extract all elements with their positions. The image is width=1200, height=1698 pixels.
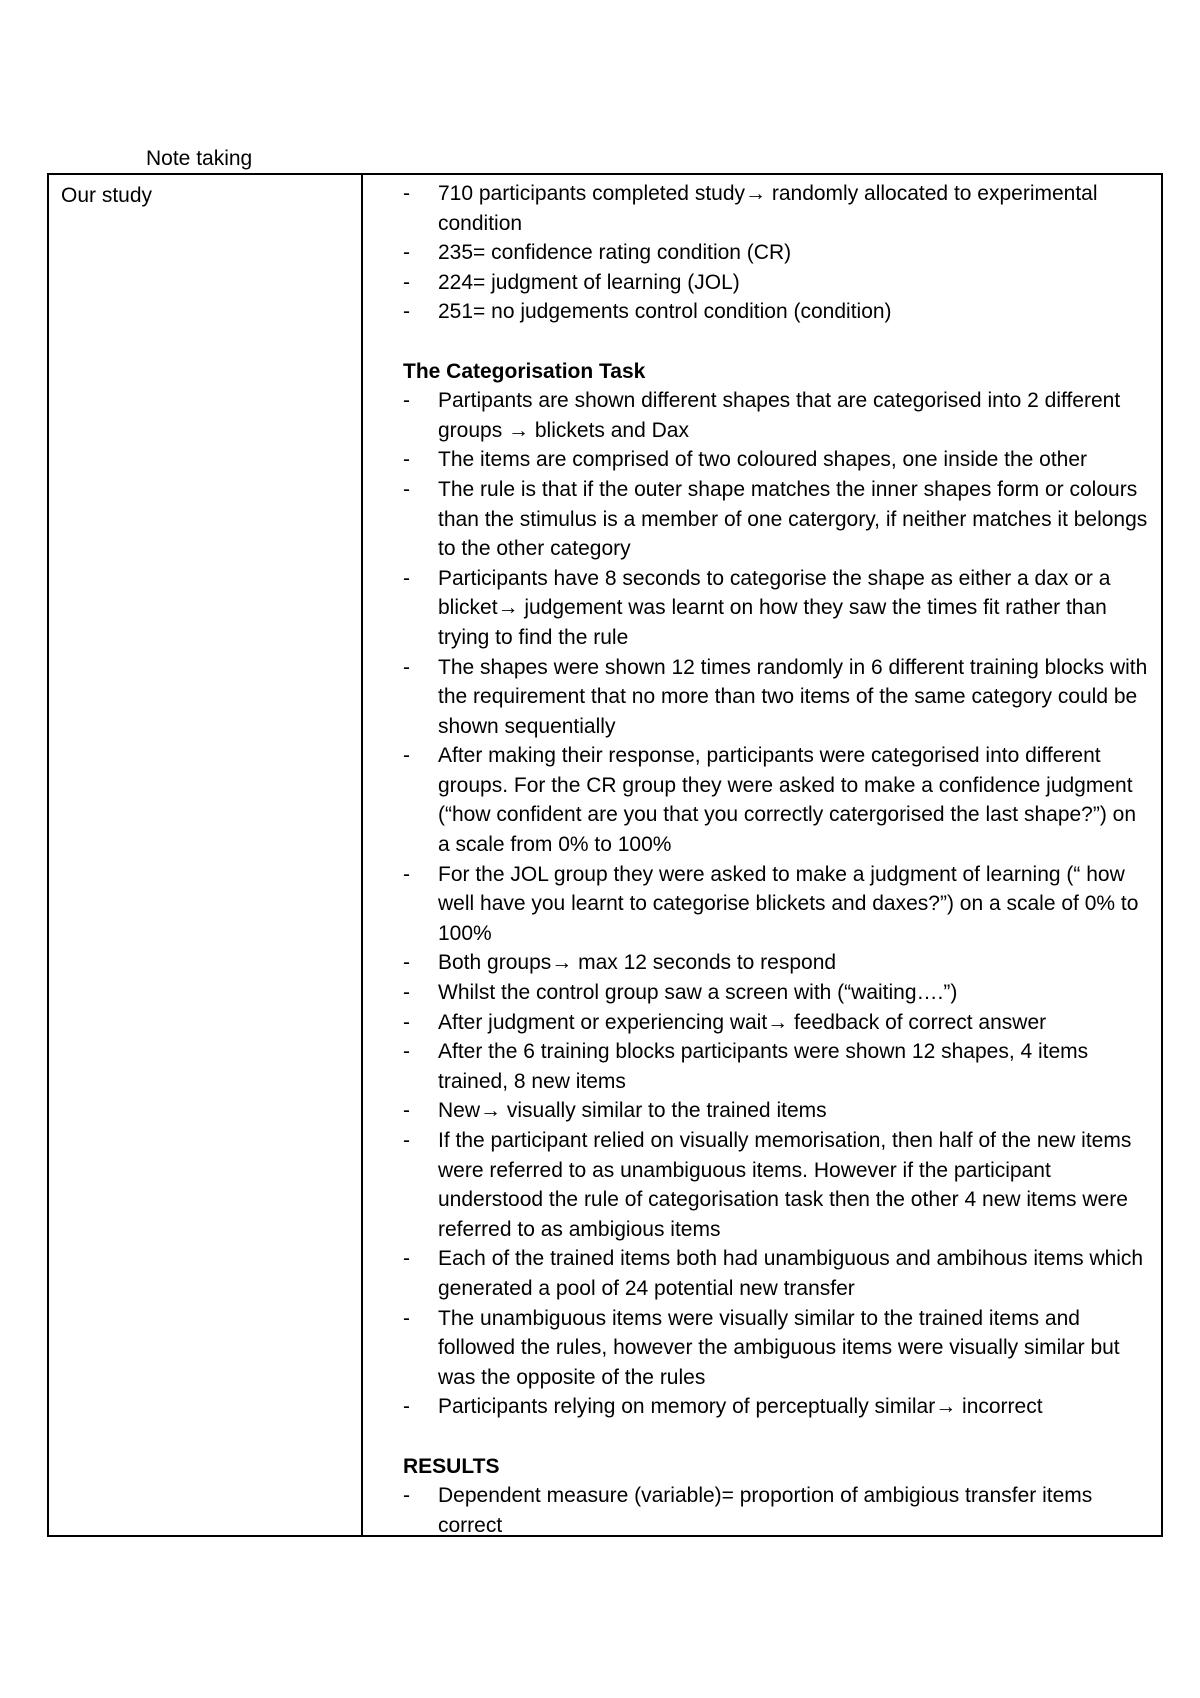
bullet-dash: - (403, 389, 410, 413)
bullet-dash: - (403, 951, 410, 975)
bullet-dash: - (403, 655, 410, 679)
bullet-dash: - (403, 1484, 410, 1508)
list-item (403, 860, 1151, 949)
bullet-dash: - (403, 981, 410, 1005)
bullet-dash: - (403, 862, 410, 886)
list-item (403, 238, 1151, 268)
bullet-dash: - (403, 1395, 410, 1419)
bullet-dash: - (403, 182, 410, 205)
list-item-text: The items are comprised of two coloured shapes, one inside the other (438, 448, 1088, 472)
list-item-text: If the participant relied on visually memorisation, then half of the new items were referred to as unambiguous items. However if the participant understood the rule of categorisation task then the other 4 new items were referred to as ambigious items (438, 1129, 1132, 1241)
list-item-text: Both groups→ max 12 seconds to respond (438, 951, 837, 975)
bullet-dash: - (403, 566, 410, 590)
list-item-text: Each of the trained items both had unambiguous and ambihous items which generated a pool of 24 potential new transfer (438, 1247, 1144, 1300)
spacer (403, 327, 1151, 357)
list-item-text: New→ visually similar to the trained items (438, 1099, 827, 1123)
bullet-dash: - (403, 300, 410, 324)
list-item (403, 741, 1151, 859)
bullet-dash: - (403, 744, 410, 768)
list-item (403, 564, 1151, 653)
bullet-dash: - (403, 1010, 410, 1034)
list-item (403, 1008, 1151, 1038)
list-item (403, 1096, 1151, 1126)
bullet-dash: - (403, 241, 410, 265)
list-item-text: 224= judgment of learning (JOL) (438, 270, 740, 294)
list-item-text: Partipants are shown different shapes that are categorised into 2 different groups → blickets and Dax (438, 389, 1121, 442)
list-item (403, 1481, 1151, 1540)
list-item (403, 1304, 1151, 1393)
list-item (403, 475, 1151, 564)
list-item (403, 978, 1151, 1008)
list-item (403, 1126, 1151, 1244)
categorisation-list (403, 386, 1151, 1422)
bullet-dash: - (403, 270, 410, 294)
spacer (403, 1422, 1151, 1452)
list-item-text: 251= no judgements control condition (condition) (438, 300, 892, 324)
list-item-text: Participants have 8 seconds to categorise the shape as either a dax or a blicket→ judgement was learnt on how they saw the times fit rather than trying to find the rule (438, 566, 1111, 649)
notes-table (47, 173, 1163, 1537)
list-item (403, 386, 1151, 445)
list-item-text: The unambiguous items were visually similar to the trained items and followed the rules, however the ambiguous items were visually similar but was the opposite of the rules (438, 1306, 1120, 1389)
list-item (403, 268, 1151, 298)
table-right-column (363, 175, 1161, 1535)
list-item-text: 235= confidence rating condition (CR) (438, 241, 792, 265)
bullet-dash: - (403, 1306, 410, 1330)
list-item (403, 445, 1151, 475)
row-label: Our study (61, 184, 153, 207)
list-item-text: The rule is that if the outer shape matches the inner shapes form or colours than the stimulus is a member of one catergory, if neither matches it belongs to the other category (438, 477, 1148, 561)
list-item-text: After the 6 training blocks participants were shown 12 shapes, 4 items trained, 8 new items (438, 1040, 1089, 1093)
bullet-dash: - (403, 1099, 410, 1123)
list-item-text: Participants relying on memory of perceptually similar→ incorrect (438, 1395, 1043, 1419)
bullet-dash: - (403, 448, 410, 472)
bullet-dash: - (403, 1247, 410, 1271)
list-item-text: Dependent measure (variable)= proportion of ambigious transfer items correct (438, 1484, 1093, 1537)
list-item-text: The shapes were shown 12 times randomly in 6 different training blocks with the requirement that no more than two items of the same category could be shown sequentially (438, 655, 1148, 738)
table-left-column (49, 175, 363, 1535)
results-list (403, 1481, 1151, 1540)
list-item-text: 710 participants completed study→ randomly allocated to experimental condition (438, 182, 1098, 235)
participants-list (403, 179, 1151, 327)
page-title: Note taking (146, 147, 253, 170)
bullet-dash: - (403, 1040, 410, 1064)
categorisation-heading: The Categorisation Task (403, 359, 646, 383)
list-item (403, 653, 1151, 742)
list-item-text: After judgment or experiencing wait→ feedback of correct answer (438, 1010, 1047, 1034)
results-heading: RESULTS (403, 1454, 500, 1478)
list-item-text: Whilst the control group saw a screen with (“waiting….”) (438, 981, 958, 1005)
list-item (403, 179, 1151, 238)
list-item (403, 1392, 1151, 1422)
list-item (403, 297, 1151, 327)
bullet-dash: - (403, 1129, 410, 1152)
list-item-text: For the JOL group they were asked to make a judgment of learning (“ how well have you learnt to categorise blickets and daxes?”) on a scale of 0% to 100% (438, 862, 1139, 945)
bullet-dash: - (403, 477, 410, 501)
list-item (403, 1244, 1151, 1303)
list-item-text: After making their response, participants were categorised into different groups. For the CR group they were asked to make a confidence judgment (“how confident are you that you correctly catergorised the last shape?”) on a scale from 0% to 100% (438, 744, 1137, 857)
list-item (403, 1037, 1151, 1096)
list-item (403, 948, 1151, 978)
